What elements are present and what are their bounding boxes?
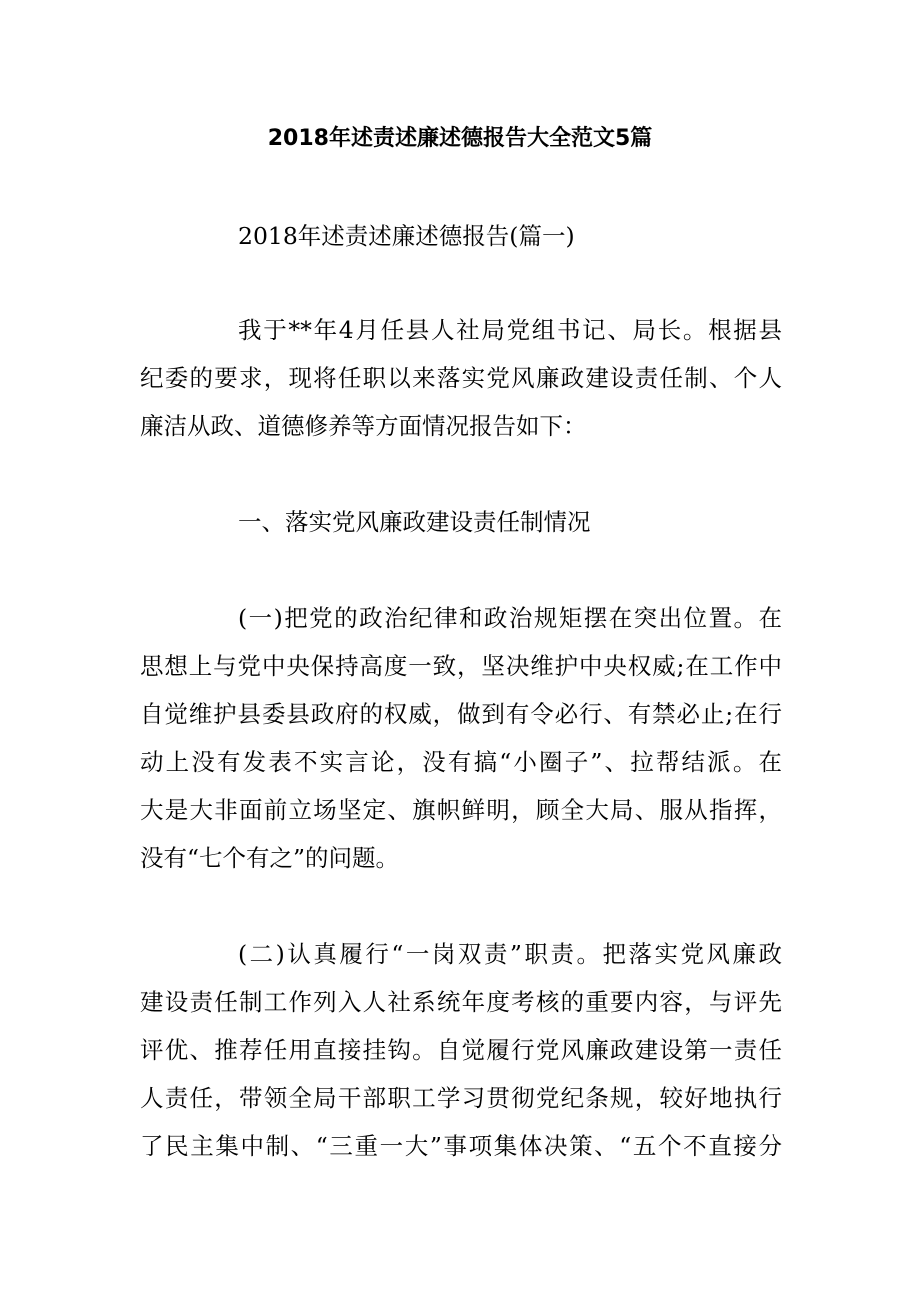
document-title: 2018年述责述廉述德报告大全范文5篇 — [267, 126, 653, 151]
paragraph-3-line-3: 评优、推荐任用直接挂钩。自觉履行党风廉政建设第一责任 — [140, 1036, 782, 1064]
paragraph-3-line-4: 人责任，带领全局干部职工学习贯彻党纪条规，较好地执行 — [140, 1084, 782, 1112]
paragraph-3-line-5: 了民主集中制、“三重一大”事项集体决策、“五个不直接分 — [140, 1132, 782, 1160]
paragraph-2-line-3: 自觉维护县委县政府的权威，做到有令必行、有禁必止;在行 — [140, 700, 782, 728]
section-heading-1: 一、落实党风廉政建设责任制情况 — [238, 508, 591, 536]
paragraph-3-line-1: (二)认真履行“一岗双责”职责。把落实党风廉政 — [238, 940, 782, 968]
paragraph-1-line-2: 纪委的要求，现将任职以来落实党风廉政建设责任制、个人 — [140, 364, 782, 392]
paragraph-1-line-3: 廉洁从政、道德修养等方面情况报告如下： — [140, 412, 587, 440]
paragraph-3-line-2: 建设责任制工作列入人社系统年度考核的重要内容，与评先 — [140, 988, 782, 1016]
paragraph-1-line-1: 我于**年4月任县人社局党组书记、局长。根据县 — [238, 316, 782, 344]
section-subtitle: 2018年述责述廉述德报告(篇一) — [238, 222, 575, 250]
paragraph-2-line-4: 动上没有发表不实言论，没有搞“小圈子”、拉帮结派。在 — [140, 748, 782, 776]
paragraph-2-line-1: (一)把党的政治纪律和政治规矩摆在突出位置。在 — [238, 604, 782, 632]
paragraph-2-line-2: 思想上与党中央保持高度一致，坚决维护中央权威;在工作中 — [140, 652, 782, 680]
paragraph-2-line-5: 大是大非面前立场坚定、旗帜鲜明，顾全大局、服从指挥， — [140, 796, 782, 824]
paragraph-2-line-6: 没有“七个有之”的问题。 — [140, 844, 400, 872]
